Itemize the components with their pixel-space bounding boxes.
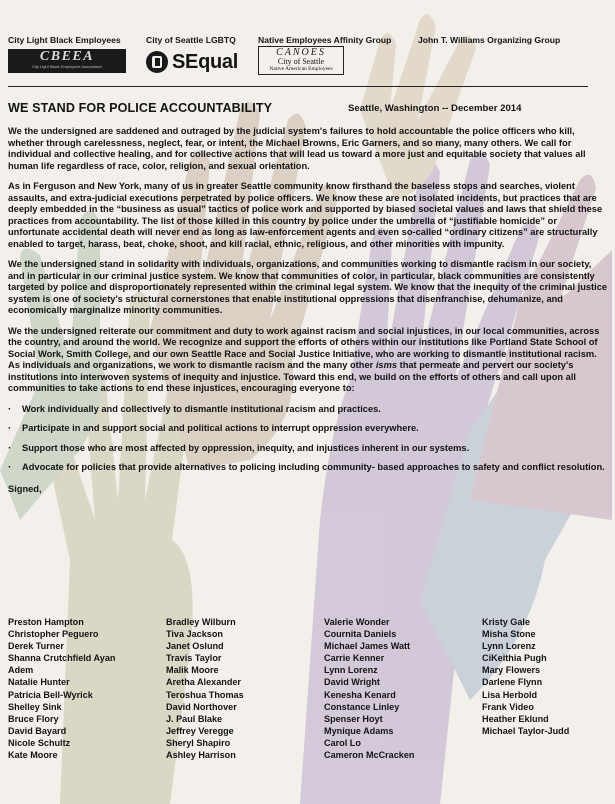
signatory-name: Kate Moore <box>8 750 58 761</box>
signatory-name: Lynn Lorenz <box>482 641 536 652</box>
signatory-name: Lynn Lorenz <box>324 665 378 676</box>
signatory-name: Shanna Crutchfield Ayan <box>8 653 116 664</box>
action-item: · Advocate for policies that provide alternatives to policing including community- based approaches to safety and conflict resolution. <box>8 462 608 474</box>
signatory-name: Kristy Gale <box>482 617 531 627</box>
signatory-name: Tiva Jackson <box>166 629 223 640</box>
paragraph-4-start: We the undersigned reiterate our commitment and duty to work against racism and social injustices, in our local communities, across the country, and around the world. We recognize and support the efforts of others within our institutions like Portland State School of Social Work, Smith College, and our own Seattle Race and Social Justice Initiative, who are working to dismantle institutional racism. As individuals and organizations, we work to dismantle racism and the many other <box>8 325 600 370</box>
header-divider <box>8 86 588 87</box>
signatory-name: Shelley Sink <box>8 701 62 712</box>
signatory-name: Kenesha Kenard <box>324 689 396 700</box>
signatory-name: Mynique Adams <box>324 725 394 736</box>
signatory-name: Heather Eklund <box>482 713 549 724</box>
signatory-name: Teroshua Thomas <box>166 689 244 700</box>
statement-body <box>8 126 608 494</box>
canoes-logo-text: CANOES <box>276 47 326 58</box>
action-item: · Work individually and collectively to dismantle institutional racism and practices. <box>8 404 608 416</box>
paragraph-3: We the undersigned stand in solidarity with individuals, organizations, and communities working to dismantle racism in our society, and in particular in our criminal justice system. We know that communities of color, in particular, black communities are consistently targeted by police and disproportionately represented within the criminal legal system. We know that the inequity of the criminal justice system is one of society's structural cornerstones that enable institutional oppressions that disenfranchise, dehumanize, and economically marginalize minority communities. <box>8 259 608 315</box>
signatory-name: David Wright <box>324 677 380 688</box>
signatory-name: Cournita Daniels <box>324 629 397 640</box>
signatory-name: Carol Lo <box>324 737 361 748</box>
org-label-city-light: City Light Black Employees <box>8 35 121 45</box>
cbeea-logo-subtext: City Light Black Employees Association <box>32 64 102 69</box>
signatory-name: Mary Flowers <box>482 665 541 676</box>
signatory-column-1 <box>8 616 158 761</box>
canoes-logo <box>258 46 344 75</box>
signatory-name: Ashley Harrison <box>166 750 236 761</box>
action-item: · Participate in and support social and political actions to interrupt oppression everywhere. <box>8 423 608 435</box>
signatory-column-3 <box>324 616 474 761</box>
org-label-lgbtq: City of Seattle LGBTQ <box>146 35 236 45</box>
signatory-name: Preston Hampton <box>8 617 84 627</box>
signatory-name: David Northover <box>166 701 237 712</box>
signatory-column-4 <box>482 616 615 737</box>
canoes-logo-line3: Native American Employees <box>269 66 333 72</box>
paragraph-4-end: that permeate and pervert our society's institutions into interwoven systems of inequity and injustice. Toward this end, we build on the efforts of others and call upon all communities to take actions to end these injustices, encouraging everyone to: <box>8 360 577 393</box>
signatory-name: CiKeithia Pugh <box>482 653 547 664</box>
signed-label: Signed, <box>8 483 42 494</box>
signatory-name: Michael Taylor-Judd <box>482 725 570 736</box>
signatory-name: Michael James Watt <box>324 641 411 652</box>
paragraph-4-emphasis: isms <box>375 360 398 370</box>
paragraph-4 <box>8 326 608 395</box>
sequal-e-icon <box>146 51 168 73</box>
signatory-name: Natalie Hunter <box>8 677 70 688</box>
signatory-name: Frank Video <box>482 701 534 712</box>
signatory-column-2 <box>166 616 316 761</box>
signatory-name: Travis Taylor <box>166 653 222 664</box>
signatory-name: Misha Stone <box>482 629 536 640</box>
action-list <box>8 404 608 474</box>
signatory-name: Bruce Flory <box>8 713 59 724</box>
paragraph-1: We the undersigned are saddened and outraged by the judicial system's failures to hold accountable the police officers who kill, whether through carelessness, neglect, fear, or intent, the Michael Browns, Eric Garners, and so many, many others. We call for individual and collective healing, and for collective actions that will lead us toward a more just and equitable society that values all human life regardless of race, color, religion, and sexual orientation. <box>8 126 586 171</box>
signatory-name: J. Paul Blake <box>166 713 223 724</box>
signatory-name: Adem <box>8 665 34 676</box>
signatory-name: David Bayard <box>8 725 67 736</box>
page-title: WE STAND FOR POLICE ACCOUNTABILITY <box>8 101 273 115</box>
action-item: · Support those who are most affected by oppression, inequity, and injustices inherent in our systems. <box>8 443 608 455</box>
paragraph-2: As in Ferguson and New York, many of us in greater Seattle community know firsthand the baseless stops and searches, violent assaults, and extra-judicial executions perpetrated by police officers. We know these are not isolated incidents, but practices that are deeply embedded in the “business as usual” tactics of police work and supported by biased societal values and laws that shield these practices from accountability. The list of those killed in this country by police under the umbrella of “justifiable homicide” or unfortunate accidental death will never end as long as law-enforcement agents and even so-called “ordinary citizens” are structurally enabled to target, harass, beat, choke, shoot, and kill racial, ethnic, religious, and other minorities with impunity. <box>8 181 603 249</box>
signatory-name: Christopher Peguero <box>8 629 99 640</box>
cbeea-logo-text: CBEEA <box>39 49 95 64</box>
signatory-name: Bradley Wilburn <box>166 617 236 627</box>
canoes-logo-line2: City of Seattle <box>277 57 325 66</box>
sequal-logo-text: SEqual <box>172 50 238 73</box>
dateline: Seattle, Washington -- December 2014 <box>348 103 522 114</box>
signatory-name: Janet Oslund <box>166 641 224 652</box>
org-label-john-t-williams: John T. Williams Organizing Group <box>418 35 561 45</box>
signatory-name: Patricia Bell-Wyrick <box>8 689 93 700</box>
sequal-logo <box>146 49 238 75</box>
signatory-name: Darlene Flynn <box>482 677 543 688</box>
signatory-name: Malik Moore <box>166 665 219 676</box>
signatory-name: Derek Turner <box>8 641 64 652</box>
signatory-name: Nicole Schultz <box>8 737 71 748</box>
signatory-name: Sheryl Shapiro <box>166 737 231 748</box>
signatory-name: Valerie Wonder <box>324 617 390 627</box>
signatory-name: Carrie Kenner <box>324 653 385 664</box>
signatory-name: Cameron McCracken <box>324 750 415 761</box>
signatory-name: Constance Linley <box>324 701 400 712</box>
signatory-name: Spenser Hoyt <box>324 713 383 724</box>
org-label-native-employees: Native Employees Affinity Group <box>258 35 392 45</box>
signatory-name: Lisa Herbold <box>482 689 538 700</box>
signatory-name: Aretha Alexander <box>166 677 241 688</box>
signatory-name: Jeffrey Veregge <box>166 725 234 736</box>
cbeea-logo <box>8 49 126 73</box>
